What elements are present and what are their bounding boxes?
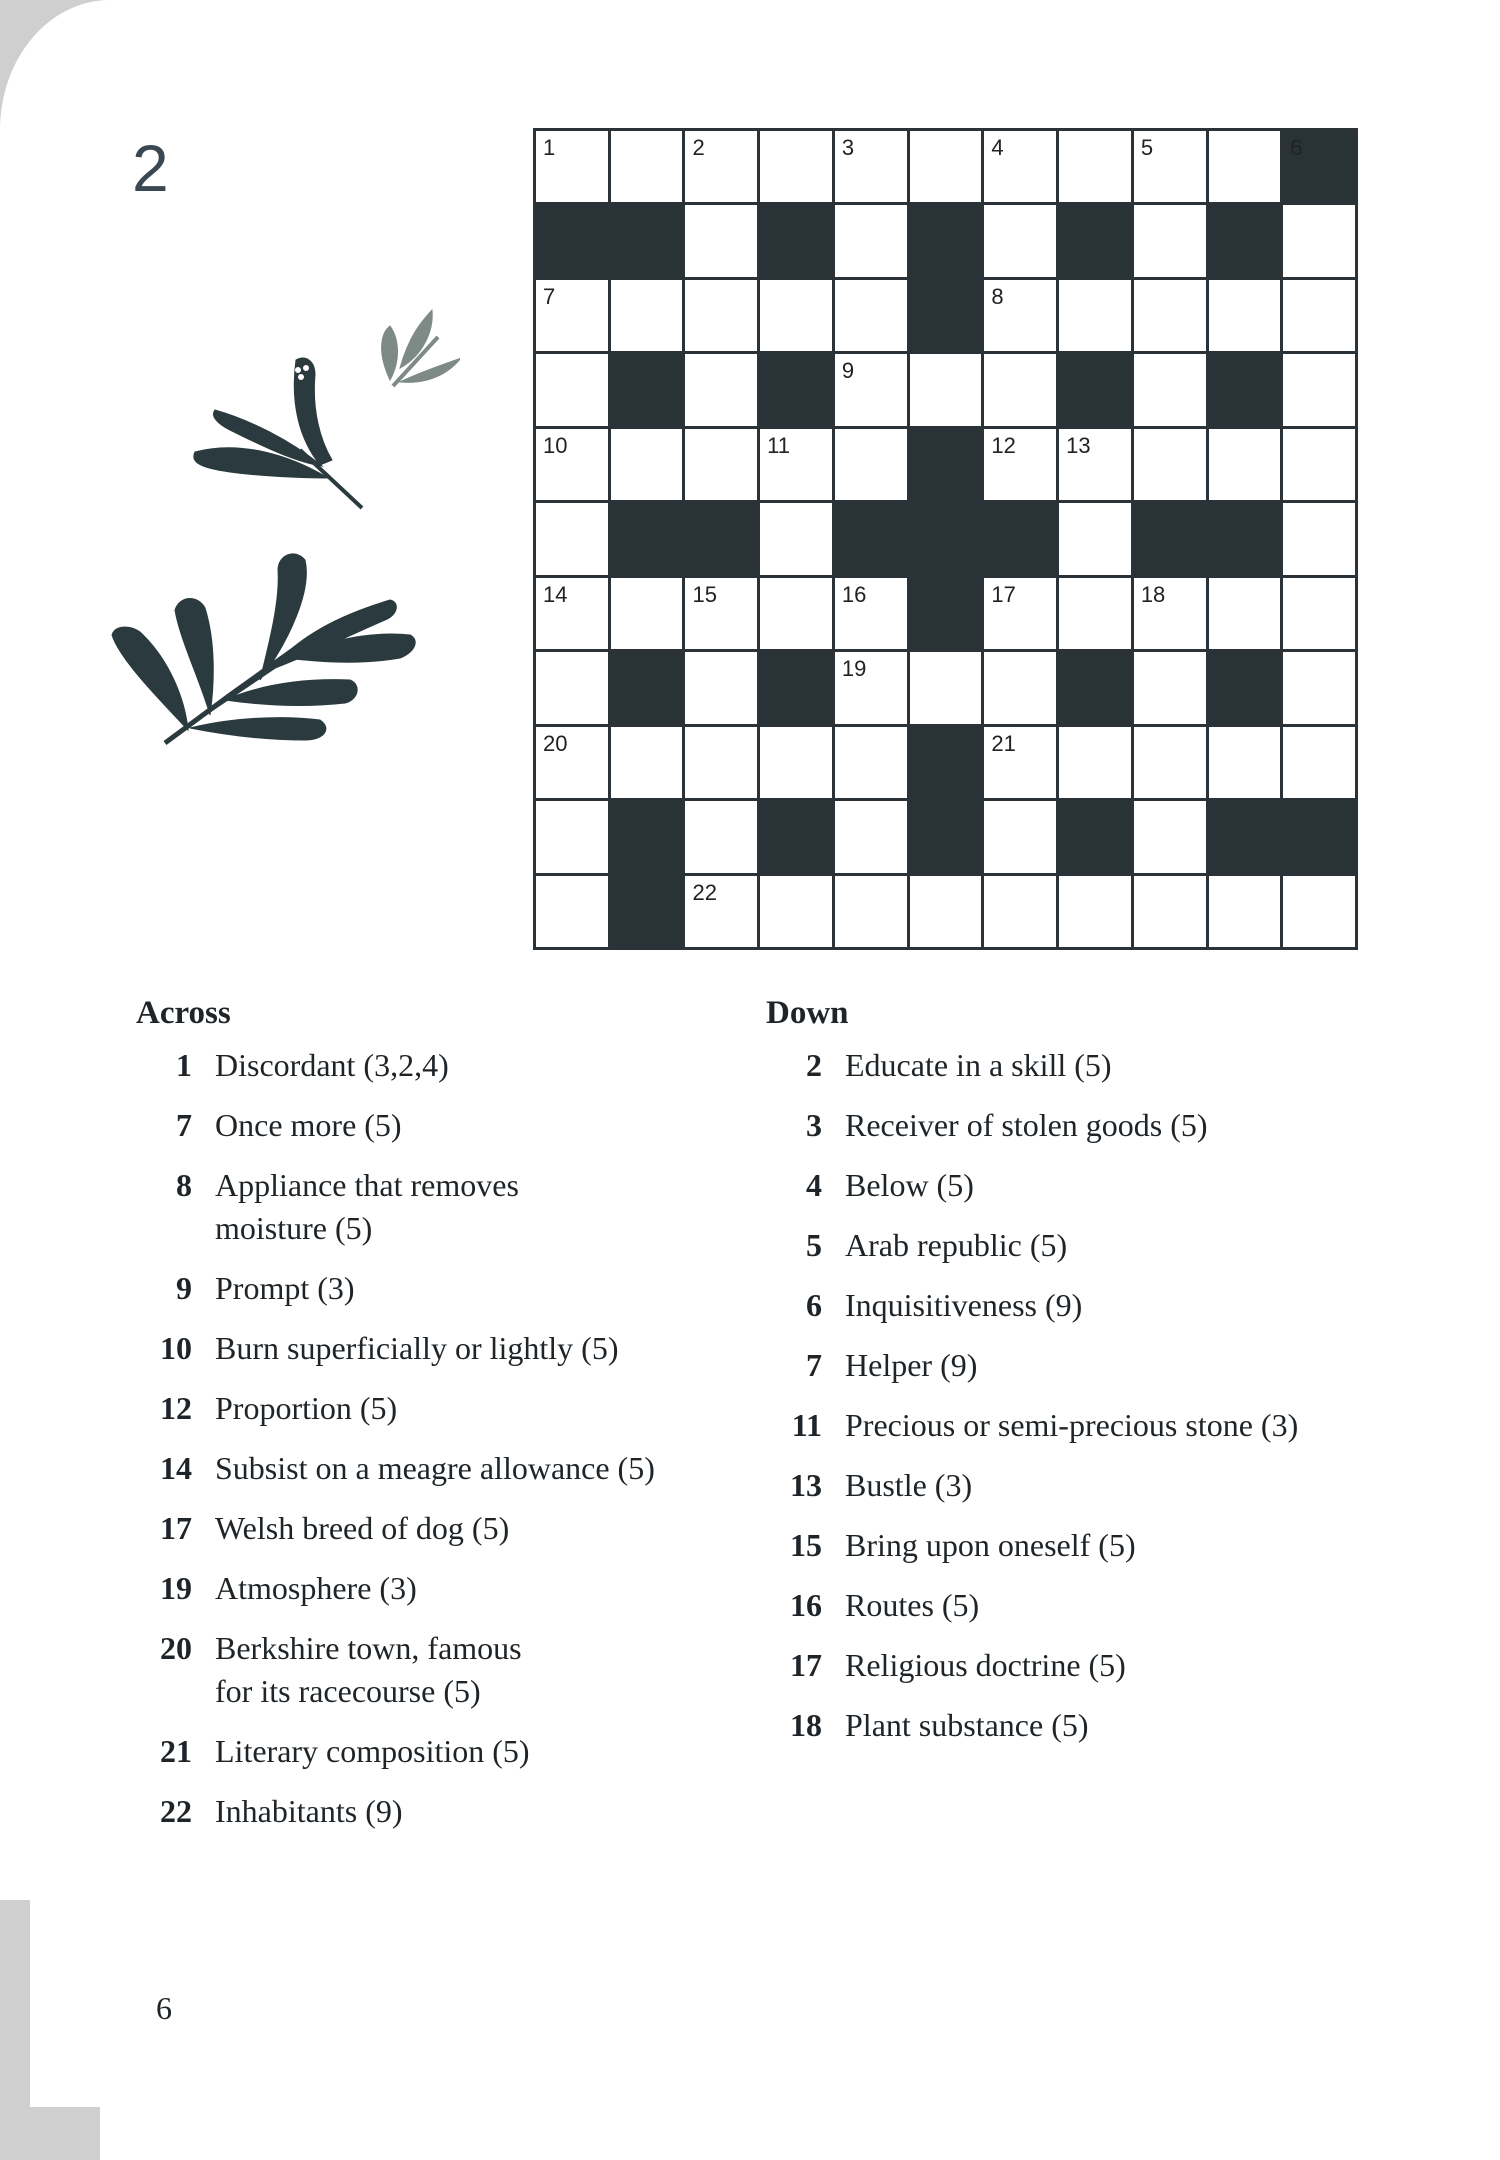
clue-text: Once more (5) xyxy=(215,1107,402,1143)
cell-number: 13 xyxy=(1066,432,1091,458)
clue-number: 15 xyxy=(790,1527,822,1563)
white-cell[interactable] xyxy=(835,131,907,202)
white-cell[interactable] xyxy=(685,876,757,947)
clue-text: Helper (9) xyxy=(845,1347,978,1383)
cell-number: 1 xyxy=(543,135,556,160)
white-cell[interactable] xyxy=(1059,503,1131,574)
down-clues xyxy=(766,995,1298,1764)
white-cell[interactable] xyxy=(1059,131,1131,202)
black-cell xyxy=(611,503,683,574)
cell-number: 2 xyxy=(692,135,705,160)
cell-number: 10 xyxy=(543,432,568,458)
white-cell[interactable] xyxy=(1059,876,1131,947)
cell-number: 9 xyxy=(841,358,855,384)
across-clue xyxy=(136,1567,655,1610)
clue-text: Inhabitants (9) xyxy=(215,1793,403,1829)
clue-text: Prompt (3) xyxy=(215,1270,355,1306)
white-cell[interactable] xyxy=(611,280,683,351)
white-cell[interactable] xyxy=(1209,280,1281,351)
white-cell[interactable] xyxy=(984,876,1056,947)
white-cell[interactable] xyxy=(835,280,907,351)
page-corner-mask xyxy=(0,0,260,260)
black-cell xyxy=(760,801,832,872)
white-cell[interactable] xyxy=(760,578,832,649)
cell-number: 21 xyxy=(991,730,1016,756)
down-heading: Down xyxy=(766,995,849,1031)
cell-number: 14 xyxy=(543,581,568,607)
clue-number: 7 xyxy=(806,1347,822,1383)
down-clue xyxy=(766,1344,1298,1387)
crossword-grid xyxy=(533,128,1358,950)
white-cell[interactable] xyxy=(1059,578,1131,649)
clue-text: Berkshire town, famous for its racecourse (5) xyxy=(215,1630,522,1709)
white-cell[interactable] xyxy=(1283,652,1355,723)
white-cell[interactable] xyxy=(1209,578,1281,649)
white-cell[interactable] xyxy=(685,578,757,649)
black-cell xyxy=(685,503,757,574)
white-cell[interactable] xyxy=(536,727,608,798)
clue-text: Appliance that removes moisture (5) xyxy=(215,1167,519,1246)
down-clue xyxy=(766,1524,1298,1567)
white-cell[interactable] xyxy=(835,578,907,649)
black-cell xyxy=(1209,205,1281,276)
down-clue xyxy=(766,1404,1298,1447)
puzzle-number: 2 xyxy=(132,131,169,205)
white-cell[interactable] xyxy=(984,354,1056,425)
white-cell[interactable] xyxy=(910,354,982,425)
across-heading: Across xyxy=(136,995,231,1031)
cell-number: 6 xyxy=(1290,135,1303,160)
white-cell[interactable] xyxy=(685,652,757,723)
black-cell xyxy=(1134,503,1206,574)
clue-number: 7 xyxy=(176,1107,192,1143)
black-cell xyxy=(910,280,982,351)
white-cell[interactable] xyxy=(760,280,832,351)
white-cell[interactable] xyxy=(760,429,832,500)
clue-number: 3 xyxy=(806,1107,822,1143)
black-cell xyxy=(835,503,907,574)
white-cell[interactable] xyxy=(984,429,1056,500)
cell-number: 20 xyxy=(543,730,568,756)
cell-number: 19 xyxy=(841,656,867,682)
down-clue xyxy=(766,1164,1298,1207)
cell-number: 12 xyxy=(991,432,1016,458)
cell-number: 11 xyxy=(767,432,791,458)
white-cell[interactable] xyxy=(685,801,757,872)
clue-text: Burn superficially or lightly (5) xyxy=(215,1330,619,1366)
black-cell xyxy=(1209,652,1281,723)
white-cell[interactable] xyxy=(536,578,608,649)
white-cell[interactable] xyxy=(1209,876,1281,947)
clue-text: Arab republic (5) xyxy=(845,1227,1068,1263)
across-clue xyxy=(136,1044,655,1087)
black-cell xyxy=(1283,801,1355,872)
white-cell[interactable] xyxy=(1283,354,1355,425)
white-cell[interactable] xyxy=(984,801,1056,872)
clue-number: 17 xyxy=(160,1510,192,1546)
cell-number: 16 xyxy=(841,581,867,607)
medium-leaf-sprig-icon xyxy=(194,358,362,508)
across-clue xyxy=(136,1627,655,1713)
white-cell[interactable] xyxy=(835,205,907,276)
across-clues xyxy=(136,995,655,1850)
across-clue xyxy=(136,1267,655,1310)
black-cell xyxy=(1209,801,1281,872)
clue-text: Below (5) xyxy=(845,1167,974,1203)
white-cell[interactable] xyxy=(910,876,982,947)
black-cell xyxy=(611,876,683,947)
down-clue xyxy=(766,1224,1298,1267)
white-cell[interactable] xyxy=(536,280,608,351)
clue-number: 22 xyxy=(160,1793,192,1829)
black-cell xyxy=(536,205,608,276)
down-clue xyxy=(766,1104,1298,1147)
across-clue xyxy=(136,1387,655,1430)
white-cell[interactable] xyxy=(685,280,757,351)
page-number: 6 xyxy=(156,1990,172,2026)
across-clue xyxy=(136,1104,655,1147)
clue-number: 14 xyxy=(160,1450,192,1486)
clue-text: Welsh breed of dog (5) xyxy=(215,1510,510,1546)
white-cell[interactable] xyxy=(1283,429,1355,500)
white-cell[interactable] xyxy=(536,801,608,872)
white-cell[interactable] xyxy=(536,354,608,425)
black-cell xyxy=(760,205,832,276)
white-cell[interactable] xyxy=(611,727,683,798)
white-cell[interactable] xyxy=(984,205,1056,276)
clue-number: 5 xyxy=(806,1227,822,1263)
black-cell xyxy=(910,205,982,276)
black-cell xyxy=(611,801,683,872)
cell-number: 4 xyxy=(991,135,1004,160)
white-cell[interactable] xyxy=(1209,727,1281,798)
cell-number: 3 xyxy=(841,135,855,160)
white-cell[interactable] xyxy=(536,429,608,500)
clue-text: Literary composition (5) xyxy=(215,1733,530,1769)
clue-text: Proportion (5) xyxy=(215,1390,398,1426)
clue-number: 10 xyxy=(160,1330,192,1366)
clue-text: Subsist on a meagre allowance (5) xyxy=(215,1450,655,1486)
black-cell xyxy=(910,801,982,872)
black-cell xyxy=(1059,205,1131,276)
black-cell xyxy=(760,652,832,723)
white-cell[interactable] xyxy=(1283,503,1355,574)
black-cell xyxy=(611,205,683,276)
large-leaf-sprig-icon xyxy=(112,554,415,743)
black-cell xyxy=(1059,652,1131,723)
clue-text: Routes (5) xyxy=(845,1587,980,1623)
clue-number: 1 xyxy=(176,1047,192,1083)
black-cell xyxy=(1283,131,1355,202)
cell-number: 5 xyxy=(1140,135,1154,160)
down-clue xyxy=(766,1044,1298,1087)
white-cell[interactable] xyxy=(536,876,608,947)
white-cell[interactable] xyxy=(1134,280,1206,351)
clue-text: Inquisitiveness (9) xyxy=(845,1287,1083,1323)
white-cell[interactable] xyxy=(1059,280,1131,351)
clue-number: 11 xyxy=(791,1407,822,1443)
white-cell[interactable] xyxy=(536,652,608,723)
black-cell xyxy=(611,354,683,425)
white-cell[interactable] xyxy=(611,131,683,202)
white-cell[interactable] xyxy=(685,205,757,276)
white-cell[interactable] xyxy=(984,280,1056,351)
white-cell[interactable] xyxy=(1059,727,1131,798)
white-cell[interactable] xyxy=(611,429,683,500)
page-left-strip xyxy=(0,1900,30,2107)
across-clue xyxy=(136,1790,655,1833)
white-cell[interactable] xyxy=(536,503,608,574)
white-cell[interactable] xyxy=(685,131,757,202)
down-clue xyxy=(766,1584,1298,1627)
white-cell[interactable] xyxy=(1134,652,1206,723)
black-cell xyxy=(1209,354,1281,425)
clue-number: 9 xyxy=(176,1270,192,1306)
across-clue xyxy=(136,1507,655,1550)
white-cell[interactable] xyxy=(1134,429,1206,500)
white-cell[interactable] xyxy=(835,429,907,500)
across-clue xyxy=(136,1447,655,1490)
white-cell[interactable] xyxy=(685,727,757,798)
white-cell[interactable] xyxy=(1134,727,1206,798)
clue-number: 12 xyxy=(160,1390,192,1426)
clue-number: 6 xyxy=(806,1287,822,1323)
white-cell[interactable] xyxy=(835,801,907,872)
white-cell[interactable] xyxy=(760,727,832,798)
clue-text: Receiver of stolen goods (5) xyxy=(845,1107,1208,1143)
clue-number: 13 xyxy=(790,1467,822,1503)
white-cell[interactable] xyxy=(760,876,832,947)
white-cell[interactable] xyxy=(835,652,907,723)
white-cell[interactable] xyxy=(760,503,832,574)
white-cell[interactable] xyxy=(1283,578,1355,649)
white-cell[interactable] xyxy=(984,727,1056,798)
white-cell[interactable] xyxy=(835,876,907,947)
cell-number: 8 xyxy=(991,283,1004,309)
clue-number: 19 xyxy=(160,1570,192,1606)
white-cell[interactable] xyxy=(1209,131,1281,202)
white-cell[interactable] xyxy=(685,354,757,425)
down-clue xyxy=(766,1284,1298,1327)
white-cell[interactable] xyxy=(611,578,683,649)
clue-text: Bring upon oneself (5) xyxy=(845,1527,1136,1563)
down-clue xyxy=(766,1704,1298,1747)
black-cell xyxy=(1209,503,1281,574)
cell-number: 17 xyxy=(991,581,1016,607)
cell-number: 7 xyxy=(543,283,556,309)
black-cell xyxy=(910,578,982,649)
clue-number: 17 xyxy=(790,1647,822,1683)
page-corner xyxy=(0,0,60,2107)
black-cell xyxy=(760,354,832,425)
black-cell xyxy=(1059,354,1131,425)
down-clue xyxy=(766,1464,1298,1507)
black-cell xyxy=(910,727,982,798)
white-cell[interactable] xyxy=(1134,131,1206,202)
clue-text: Plant substance (5) xyxy=(845,1707,1089,1743)
black-cell xyxy=(910,429,982,500)
clue-number: 18 xyxy=(790,1707,822,1743)
white-cell[interactable] xyxy=(1283,876,1355,947)
white-cell[interactable] xyxy=(984,578,1056,649)
clue-number: 4 xyxy=(806,1167,822,1203)
clue-number: 8 xyxy=(176,1167,192,1203)
white-cell[interactable] xyxy=(984,131,1056,202)
across-clue xyxy=(136,1327,655,1370)
clue-text: Religious doctrine (5) xyxy=(845,1647,1126,1683)
white-cell[interactable] xyxy=(536,131,608,202)
white-cell[interactable] xyxy=(910,131,982,202)
clue-text: Atmosphere (3) xyxy=(215,1570,417,1606)
clue-text: Discordant (3,2,4) xyxy=(215,1047,449,1083)
clue-text: Educate in a skill (5) xyxy=(845,1047,1112,1083)
black-cell xyxy=(611,652,683,723)
down-clue xyxy=(766,1644,1298,1687)
white-cell[interactable] xyxy=(1134,801,1206,872)
clue-text: Precious or semi-precious stone (3) xyxy=(845,1407,1299,1443)
small-leaf-sprig-icon xyxy=(382,310,460,386)
white-cell[interactable] xyxy=(1134,205,1206,276)
white-cell[interactable] xyxy=(835,727,907,798)
across-clue xyxy=(136,1730,655,1773)
cell-number: 15 xyxy=(692,581,717,607)
white-cell[interactable] xyxy=(1283,280,1355,351)
white-cell[interactable] xyxy=(1283,205,1355,276)
cell-number: 18 xyxy=(1140,581,1166,607)
white-cell[interactable] xyxy=(1134,876,1206,947)
across-clue xyxy=(136,1164,655,1250)
white-cell[interactable] xyxy=(1283,727,1355,798)
clue-number: 16 xyxy=(790,1587,822,1623)
black-cell xyxy=(1059,801,1131,872)
clue-text: Bustle (3) xyxy=(845,1467,973,1503)
black-cell xyxy=(910,503,982,574)
white-cell[interactable] xyxy=(760,131,832,202)
black-cell xyxy=(984,503,1056,574)
clue-number: 21 xyxy=(160,1733,192,1769)
white-cell[interactable] xyxy=(984,652,1056,723)
white-cell[interactable] xyxy=(910,652,982,723)
white-cell[interactable] xyxy=(685,429,757,500)
white-cell[interactable] xyxy=(1134,354,1206,425)
white-cell[interactable] xyxy=(1134,578,1206,649)
leaf-illustration xyxy=(100,240,460,860)
white-cell[interactable] xyxy=(835,354,907,425)
clue-number: 2 xyxy=(806,1047,822,1083)
cell-number: 22 xyxy=(692,879,717,905)
white-cell[interactable] xyxy=(1209,429,1281,500)
white-cell[interactable] xyxy=(1059,429,1131,500)
clue-number: 20 xyxy=(160,1630,192,1666)
